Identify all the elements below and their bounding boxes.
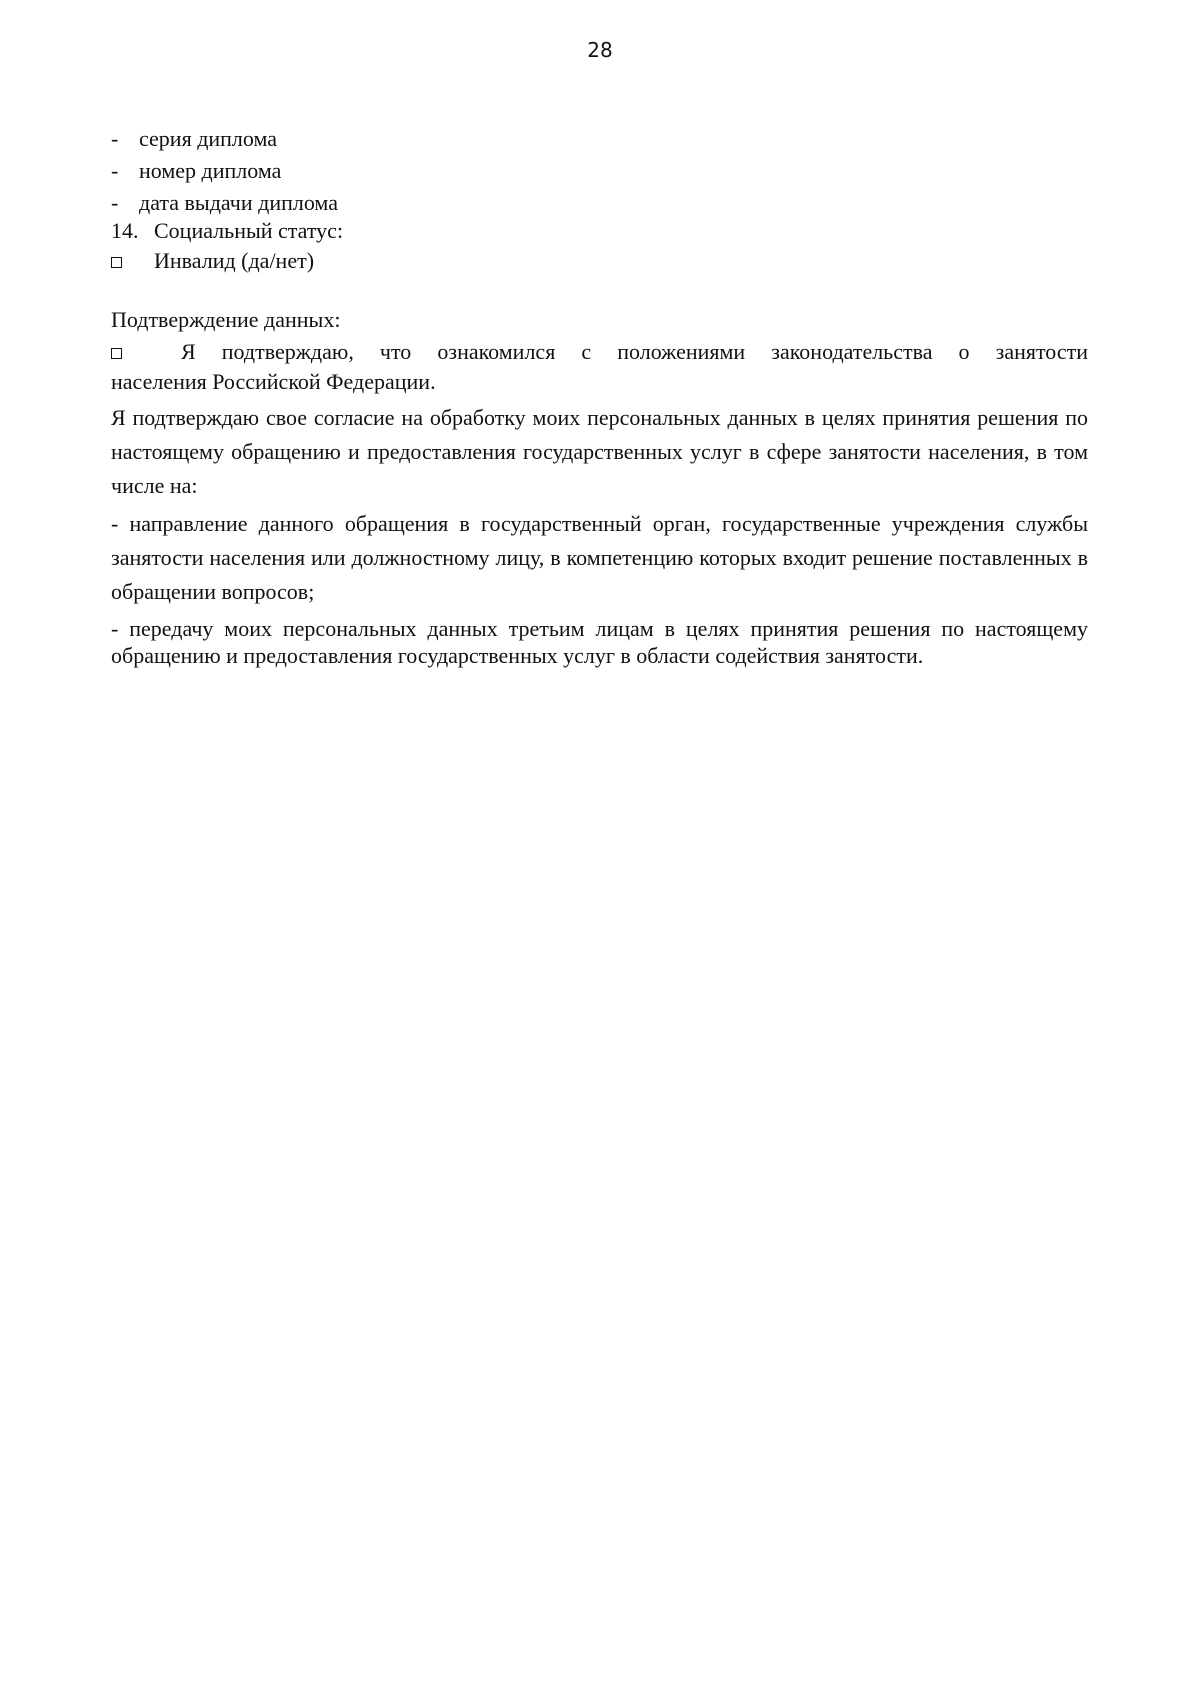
acknowledgement-checkbox[interactable] xyxy=(111,348,122,359)
list-marker: - xyxy=(111,126,119,151)
list-item-diploma-date xyxy=(111,187,1088,215)
social-status-heading xyxy=(111,215,1088,245)
list-marker: - xyxy=(111,190,119,215)
consent-item-third-parties: - передачу моих персональных данных третьим лицам в целях принятия решения по настоящему обращению и предоставления государственных услуг в области содействия занятости. xyxy=(111,616,1088,668)
section-label: Социальный статус: xyxy=(154,218,344,243)
document-body xyxy=(111,123,1088,669)
list-item-diploma-number xyxy=(111,155,1088,187)
list-item-diploma-series xyxy=(111,123,1088,155)
acknowledgement-text-line2: населения Российской Федерации. xyxy=(111,369,436,394)
list-item-text: номер диплома xyxy=(139,158,282,183)
consent-item-forwarding: - направление данного обращения в государственный орган, государственные учреждения службы занятости населения или должностному лицу, в компетенцию которых входит решение поставленных в обращении вопросов; xyxy=(111,511,1088,604)
page-number: 28 xyxy=(587,38,613,62)
section-number: 14. xyxy=(111,218,139,243)
acknowledgement-text-line1: Я подтверждаю, что ознакомился с положениями законодательства о занятости xyxy=(181,339,1088,364)
consent-paragraph: Я подтверждаю свое согласие на обработку моих персональных данных в целях принятия решения по настоящему обращению и предоставления государственных услуг в сфере занятости населения, в том числе на: xyxy=(111,405,1088,498)
disability-checkbox[interactable] xyxy=(111,257,122,268)
list-item-text: дата выдачи диплома xyxy=(139,190,338,215)
confirmation-heading: Подтверждение данных: xyxy=(111,307,341,332)
list-item-text: серия диплома xyxy=(139,126,278,151)
acknowledgement-checkbox-row[interactable] xyxy=(111,337,1088,367)
list-marker: - xyxy=(111,158,119,183)
checkbox-label: Инвалид (да/нет) xyxy=(154,248,315,273)
disability-checkbox-row[interactable] xyxy=(111,245,1088,277)
